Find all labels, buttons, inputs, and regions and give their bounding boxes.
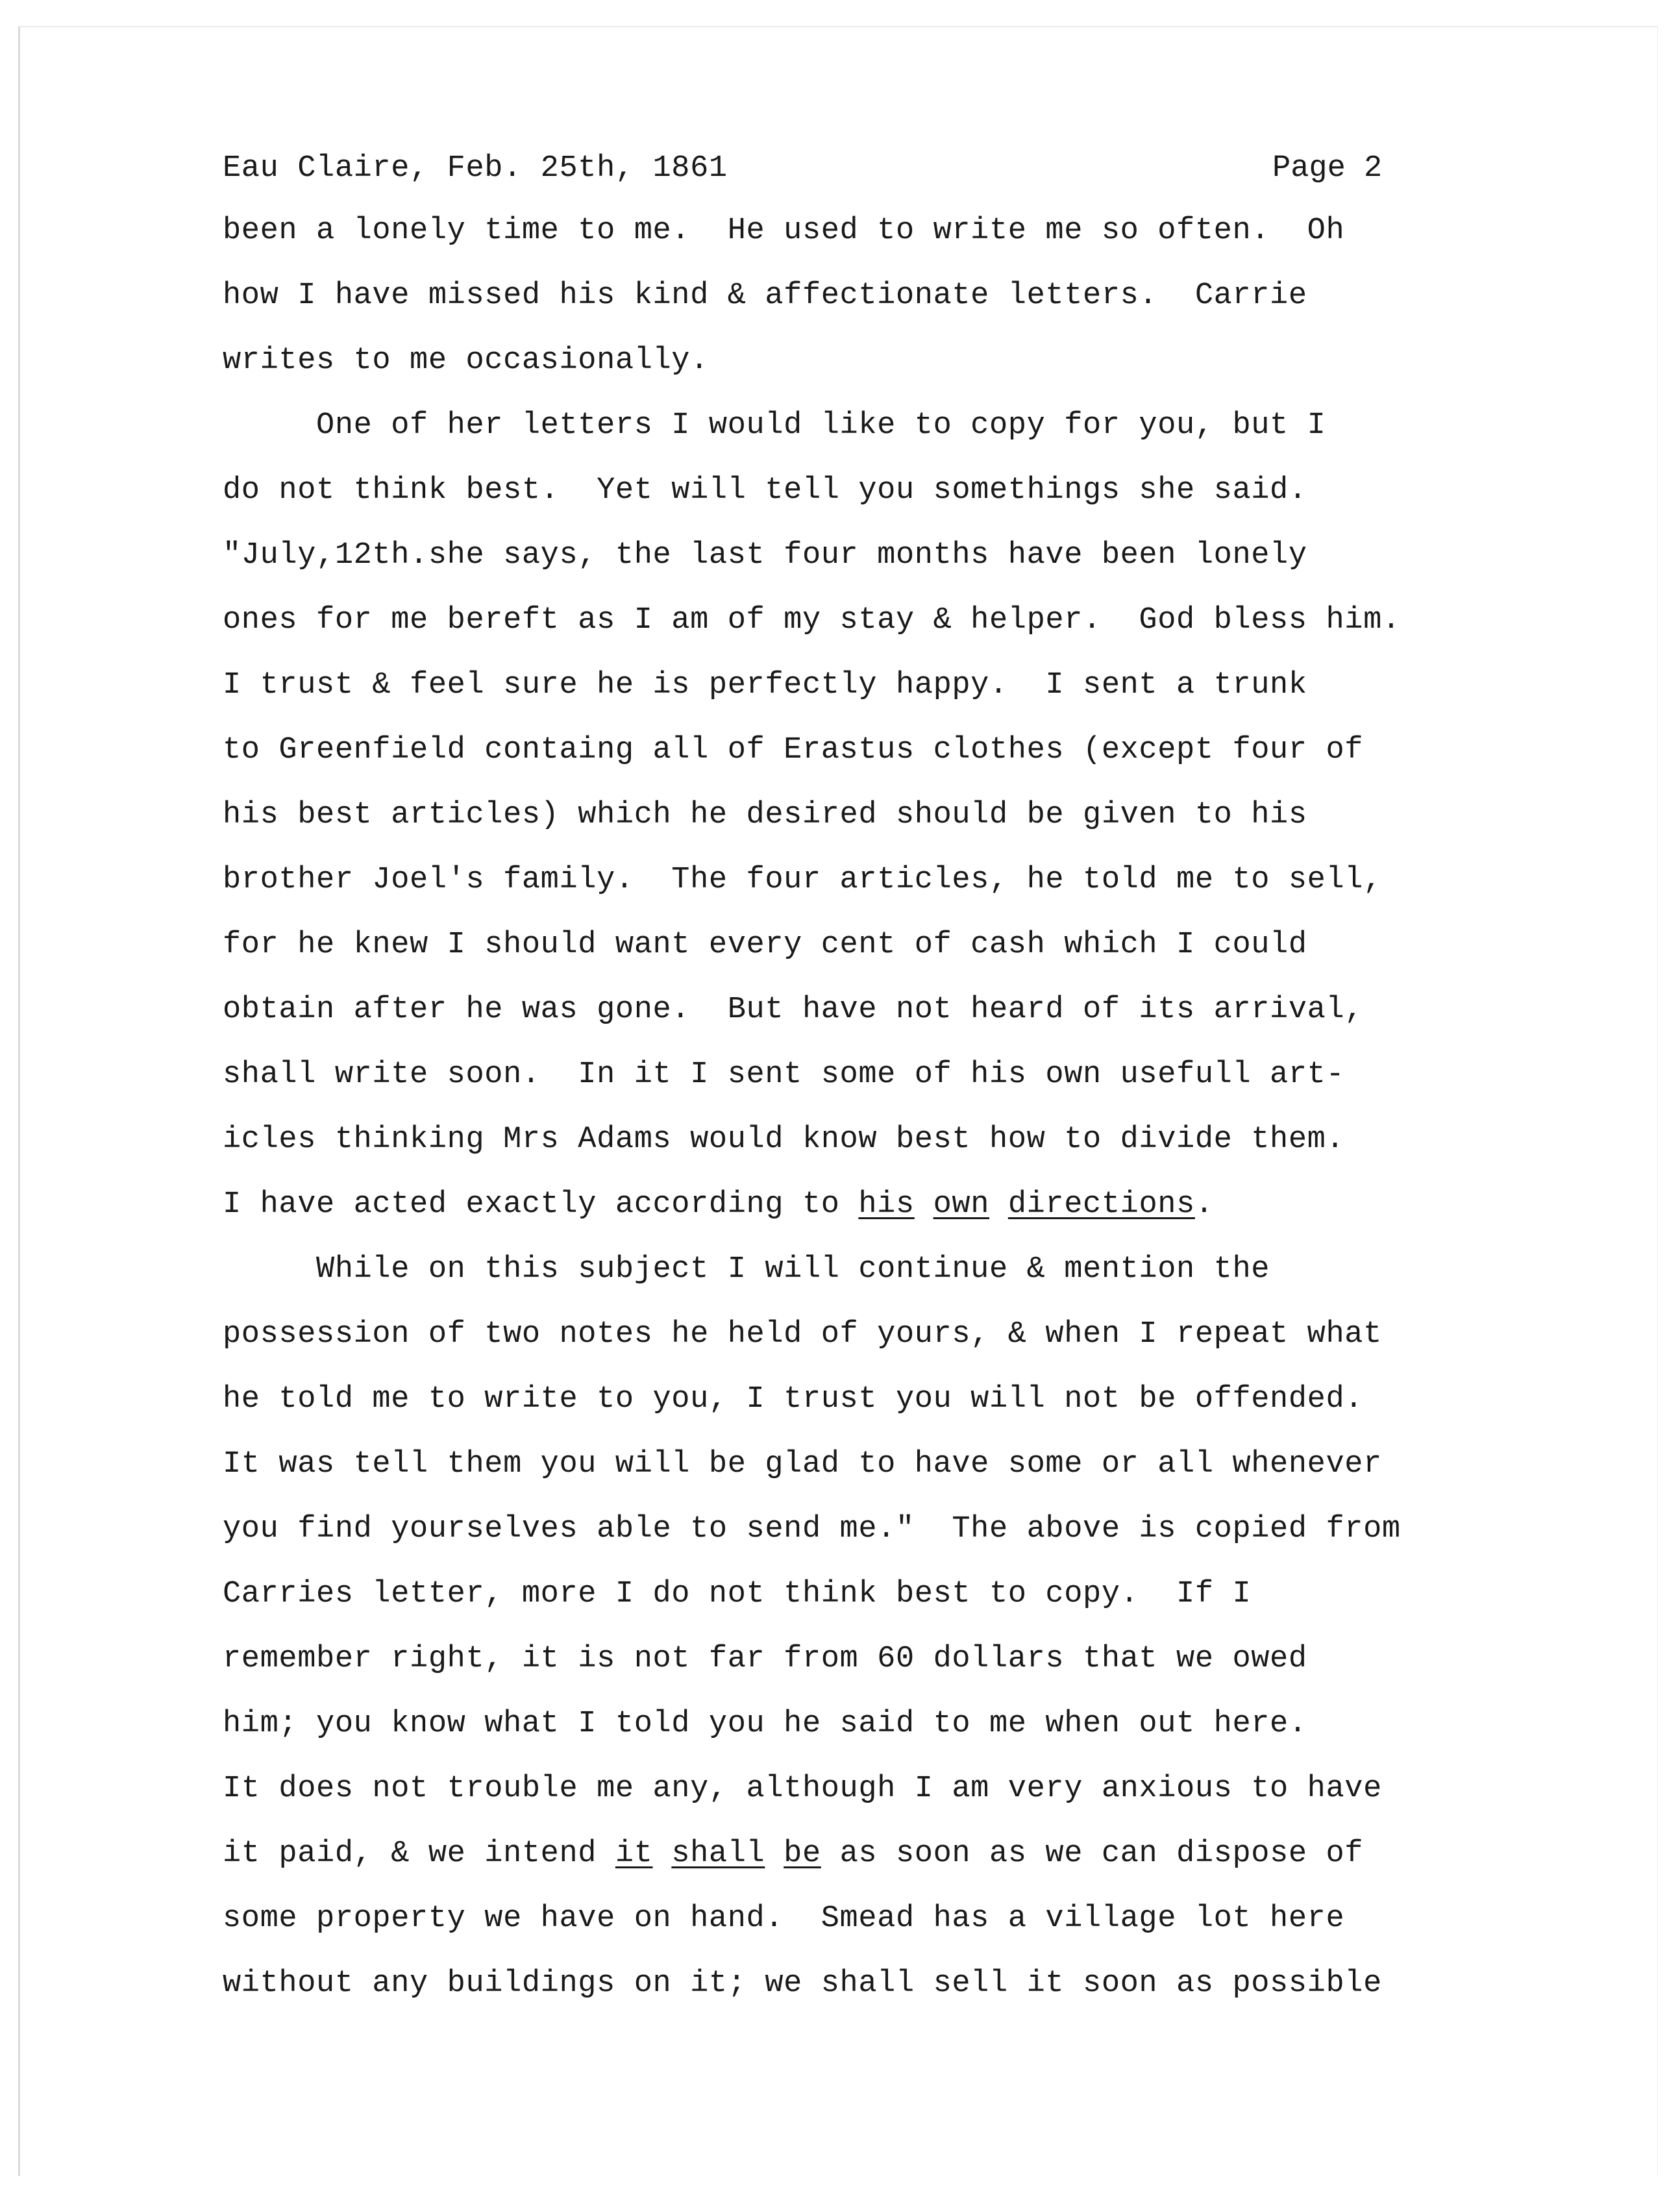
text-line: without any buildings on it; we shall sell it soon as possible: [223, 1966, 1382, 2001]
text-line: brother Joel's family. The four articles, he told me to sell,: [223, 863, 1382, 897]
text-segment: [765, 1837, 784, 1871]
text-segment: [915, 1187, 933, 1222]
header-place-date: Eau Claire, Feb. 25th, 1861: [223, 151, 728, 186]
page-number: Page 2: [1272, 151, 1383, 186]
text-segment: I have acted exactly according to: [223, 1187, 859, 1222]
text-line-underlined: [223, 1185, 1214, 1224]
underlined-word: his: [858, 1187, 915, 1222]
underlined-word: own: [933, 1187, 990, 1222]
text-line: Carries letter, more I do not think best to copy. If I: [223, 1577, 1252, 1611]
text-line: obtain after he was gone. But have not heard of its arrival,: [223, 993, 1364, 1027]
underlined-word: shall: [671, 1837, 765, 1871]
text-line: possession of two notes he held of yours, & when I repeat what: [223, 1317, 1382, 1352]
text-line: While on this subject I will continue & mention the: [223, 1252, 1270, 1287]
text-line: been a lonely time to me. He used to write me so often. Oh: [223, 214, 1345, 248]
text-line: It does not trouble me any, although I am very anxious to have: [223, 1772, 1382, 1806]
text-line-underlined: [223, 1835, 1363, 1874]
underlined-word: directions: [1007, 1187, 1195, 1222]
text-line: you find yourselves able to send me." The above is copied from: [223, 1512, 1401, 1546]
text-line: I trust & feel sure he is perfectly happy. I sent a trunk: [223, 668, 1307, 702]
text-line: his best articles) which he desired should be given to his: [223, 798, 1307, 832]
text-line: do not think best. Yet will tell you somethings she said.: [223, 473, 1307, 508]
text-segment: [989, 1187, 1008, 1222]
text-segment: .: [1194, 1187, 1214, 1222]
text-line: It was tell them you will be glad to have some or all whenever: [223, 1447, 1382, 1481]
text-segment: [653, 1837, 672, 1871]
text-line: to Greenfield containg all of Erastus clothes (except four of: [223, 733, 1364, 767]
text-line: remember right, it is not far from 60 dollars that we owed: [223, 1642, 1307, 1676]
underlined-word: be: [784, 1837, 821, 1871]
text-line: ones for me bereft as I am of my stay & helper. God bless him.: [223, 603, 1401, 637]
underlined-word: it: [615, 1837, 653, 1871]
text-line: writes to me occasionally.: [223, 343, 709, 378]
text-segment: it paid, & we intend: [223, 1837, 615, 1871]
text-line: icles thinking Mrs Adams would know best how to divide them.: [223, 1122, 1345, 1157]
text-line: for he knew I should want every cent of cash which I could: [223, 928, 1307, 962]
text-line: him; you know what I told you he said to me when out here.: [223, 1707, 1307, 1741]
text-line: how I have missed his kind & affectionate letters. Carrie: [223, 279, 1307, 313]
text-line: some property we have on hand. Smead has a village lot here: [223, 1901, 1345, 1936]
text-segment: as soon as we can dispose of: [821, 1837, 1364, 1871]
text-line: One of her letters I would like to copy for you, but I: [223, 408, 1326, 443]
text-line: "July,12th.she says, the last four months have been lonely: [223, 538, 1307, 573]
text-line: he told me to write to you, I trust you will not be offended.: [223, 1382, 1364, 1417]
text-line: shall write soon. In it I sent some of his own usefull art-: [223, 1058, 1345, 1092]
